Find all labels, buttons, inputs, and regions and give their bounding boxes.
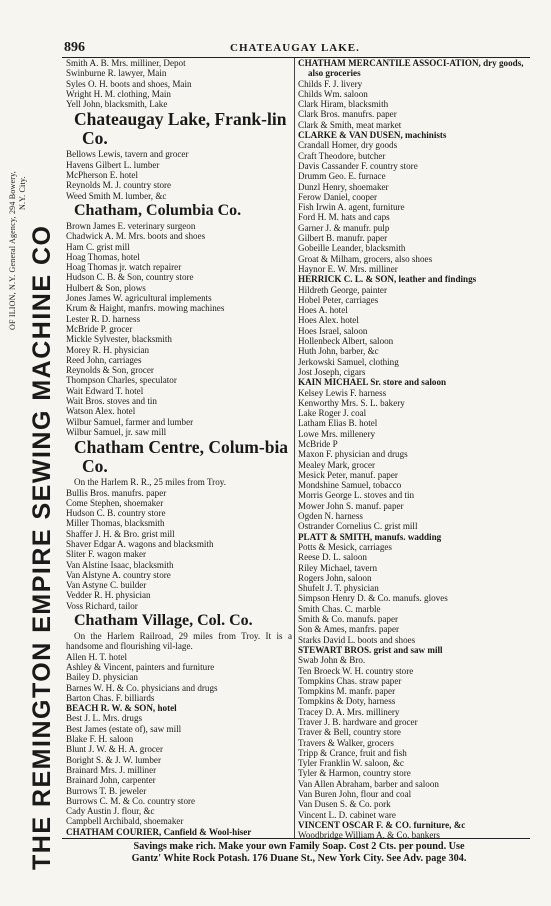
directory-entry: McBride P	[298, 438, 338, 449]
side-ad-address	[8, 171, 28, 330]
directory-entry: Campbell Archibald, shoemaker	[66, 816, 184, 827]
directory-entry: Mesick Peter, manuf. paper	[298, 469, 398, 480]
directory-entry: Van Alstyne A. country store	[66, 569, 171, 580]
directory-entry: Sliter F. wagon maker	[66, 549, 147, 560]
directory-entry: Hoag Thomas jr. watch repairer	[66, 262, 182, 273]
directory-entry: Shaver Edgar A. wagons and blacksmith	[66, 538, 214, 549]
directory-entry: Ostrander Cornelius C. grist mill	[298, 521, 418, 532]
directory-entry-featured: KAIN MICHAEL Sr. store and saloon	[298, 377, 447, 388]
running-head: CHATEAUGAY LAKE.	[230, 42, 360, 54]
directory-entry: Tyler Franklin W. saloon, &c	[298, 758, 404, 769]
directory-entry: Bailey D. physician	[66, 672, 138, 683]
directory-entry: Riley Michael, tavern	[298, 562, 378, 573]
directory-entry: Jones James W. agricultural implements	[66, 293, 212, 304]
directory-entry: Miller Thomas, blacksmith	[66, 518, 165, 529]
directory-entry: Ford H. M. hats and caps	[298, 212, 390, 223]
directory-entry: Hoag Thomas, hotel	[66, 251, 140, 262]
directory-entry: Woodbridge William A. & Co. bankers	[298, 830, 440, 841]
directory-entry: Smith & Co. manufs. paper	[298, 614, 399, 625]
directory-entry: Lester R. D. harness	[66, 313, 140, 324]
directory-entry: Hildreth George, painter	[298, 284, 387, 295]
directory-entry: Bullis Bros. manufrs. paper	[66, 487, 167, 498]
directory-entry-featured: CHATHAM MERCANTILE ASSOCI-ATION, dry goods, also groceries	[298, 58, 524, 79]
page-number: 896	[64, 40, 85, 55]
directory-entry: Reed John, carriages	[66, 354, 142, 365]
directory-entry: Reynolds & Son, grocer	[66, 365, 154, 376]
directory-entry: Wilbur Samuel, jr. saw mill	[66, 426, 167, 437]
directory-entry: Reese D. L. saloon	[298, 552, 367, 563]
directory-entry: Morey R. H. physician	[66, 344, 150, 355]
right-column	[298, 58, 530, 841]
directory-entry: Bellows Lewis, tavern and grocer	[66, 149, 189, 160]
directory-entry: Jost Joseph, cigars	[298, 366, 366, 377]
directory-entry-featured: VINCENT OSCAR F. & CO. furniture, &c	[298, 819, 466, 830]
footer-line-2: Gantz' White Rock Potash. 176 Duane St., New York City. See Adv. page 304.	[131, 853, 467, 864]
directory-entry: Simpson Henry D. & Co. manufs. gloves	[298, 593, 448, 604]
directory-entry: Morris George L. stoves and tin	[298, 490, 415, 501]
directory-entry-featured: CLARKE & VAN DUSEN, machinists	[298, 130, 447, 141]
directory-entry: Gobeille Leander, blacksmith	[298, 243, 406, 254]
directory-entry: Tyler & Harmon, country store	[298, 768, 411, 779]
directory-entry: Maxon F. physician and drugs	[298, 449, 408, 460]
directory-entry-featured: BEACH R. W. & SON, hotel	[66, 703, 177, 714]
directory-entry: Burrows T. B. jeweler	[66, 785, 147, 796]
directory-entry: Smith Chas. C. marble	[298, 603, 381, 614]
side-advertisement	[8, 0, 68, 870]
side-ad-address-line2: N.Y. City.	[18, 176, 27, 210]
directory-entry: Clark Hiram, blacksmith	[298, 99, 389, 110]
directory-entry: McBride P. grocer	[66, 323, 133, 334]
section-heading: Chatham Centre, Colum-bia Co.	[74, 437, 289, 477]
directory-entry: Brown James E. veterinary surgeon	[66, 220, 196, 231]
side-ad-company-name: THE REMINGTON EMPIRE SEWING MACHINE CO	[28, 224, 56, 870]
directory-entry: Mondshine Samuel, tobacco	[298, 480, 402, 491]
directory-entry: Tompkins Chas. straw paper	[298, 675, 402, 686]
directory-entry: Kelsey Lewis F. harness	[298, 387, 387, 398]
directory-entry: Davis Cassander F. country store	[298, 160, 418, 171]
directory-entry: Clark Bros. manufrs. paper	[298, 109, 397, 120]
directory-entry: Travers & Walker, grocers	[298, 737, 394, 748]
directory-entry: Hoes A. hotel	[298, 305, 348, 316]
directory-entry: Reynolds M. J. country store	[66, 180, 172, 191]
directory-entry: Best J. L. Mrs. drugs	[66, 713, 143, 724]
directory-entry: Van Dusen S. & Co. pork	[298, 799, 391, 810]
directory-entry: Latham Elias B. hotel	[298, 418, 378, 429]
directory-entry-featured: PLATT & SMITH, manufs. wadding	[298, 531, 442, 542]
directory-entry: Shaffer J. H. & Bro. grist mill	[66, 528, 175, 539]
directory-entry: Swab John & Bro.	[298, 655, 366, 666]
column-divider	[294, 58, 295, 838]
directory-entry: Brainard John, carpenter	[66, 775, 156, 786]
directory-entry: Come Stephen, shoemaker	[66, 497, 164, 508]
directory-entry: Shufelt J. T. physician	[298, 583, 379, 594]
directory-entry: Tompkins M. manfr. paper	[298, 686, 396, 697]
directory-entry: Drumm Geo. E. furnace	[298, 171, 386, 182]
directory-entry: Traver J. B. hardware and grocer	[298, 717, 418, 727]
directory-entry-featured: HERRICK C. L. & SON, leather and findings	[298, 274, 477, 285]
side-ad-address-line1: OF ILION, N.Y. General Agency, 294 Bowery,	[8, 171, 17, 330]
directory-entry: Thompson Charles, speculator	[66, 375, 177, 386]
directory-entry: Wait Bros. stoves and tin	[66, 396, 157, 407]
directory-entry: Rogers John, saloon	[298, 572, 372, 583]
directory-entry: Haynor E. W. Mrs. milliner	[298, 263, 398, 274]
directory-entry: Smith A. B. Mrs. milliner, Depot	[66, 58, 186, 68]
directory-entry: Ten Broeck W. H. country store	[298, 665, 414, 676]
directory-entry: Clark & Smith, meat market	[298, 119, 402, 130]
directory-entry: Tompkins & Doty, harness	[298, 696, 396, 707]
directory-entry: Havens Gilbert L. lumber	[66, 159, 160, 170]
directory-entry: Van Alstine Isaac, blacksmith	[66, 559, 174, 570]
footer-line-1: Savings make rich. Make your own Family Soap. Cost 2 Cts. per pound. Use	[133, 841, 465, 852]
directory-entry: Weed Smith M. lumber, &c	[66, 190, 167, 201]
directory-entry: Krum & Haight, manfrs. mowing machines	[66, 303, 225, 314]
bottom-rule	[62, 838, 530, 839]
directory-entry: Vincent L. D. cabinet ware	[298, 809, 396, 820]
section-heading: Chateaugay Lake, Frank-lin Co.	[74, 109, 287, 149]
directory-entry: Van Allen Abraham, barber and saloon	[298, 778, 439, 789]
footer-advertisement	[66, 841, 532, 865]
directory-entry: Yell John, blacksmith, Lake	[66, 99, 168, 110]
directory-entry: Vedder R. H. physician	[66, 590, 151, 601]
directory-entry: Voss Richard, tailor	[66, 600, 138, 611]
directory-entry: Ogden N. harness	[298, 511, 363, 522]
directory-entry-featured: STEWART BROS. grist and saw mill	[298, 644, 443, 655]
directory-entry: Chadwick A. M. Mrs. boots and shoes	[66, 231, 206, 242]
directory-entry: Boright S. & J. W. lumber	[66, 754, 161, 765]
directory-entry: Blunt J. W. & H. A. grocer	[66, 744, 163, 755]
directory-entry: Burrows C. M. & Co. country store	[66, 795, 196, 806]
directory-entry: Hulbert & Son, plows	[66, 282, 146, 293]
directory-entry: Best James (estate of), saw mill	[66, 723, 182, 734]
directory-entry: Hudson C. B. country store	[66, 508, 166, 519]
directory-entry: Syles O. H. boots and shoes, Main	[66, 78, 192, 89]
directory-entry: Traver & Bell, country store	[298, 727, 401, 738]
directory-entry: Watson Alex. hotel	[66, 406, 136, 417]
directory-entry: Brainard Mrs. J. milliner	[66, 764, 157, 775]
directory-entry: Van Astyne C. builder	[66, 580, 147, 591]
directory-entry: Garner J. & manufr. pulp	[298, 222, 390, 233]
directory-entry: Potts & Mesick, carriages	[298, 541, 392, 552]
directory-entry: Blake F. H. saloon	[66, 734, 134, 745]
section-heading: Chatham, Columbia Co.	[74, 201, 242, 219]
directory-entry: Hobel Peter, carriages	[298, 294, 379, 305]
directory-entry: Childs F. J. livery	[298, 78, 363, 89]
directory-entry: Fish Irwin A. agent, furniture	[298, 202, 405, 213]
directory-entry: Craft Theodore, butcher	[298, 150, 386, 161]
directory-entry: Barton Chas. F. billiards	[66, 692, 155, 703]
directory-entry: Ham C. grist mill	[66, 241, 130, 252]
directory-entry: Mickle Sylvester, blacksmith	[66, 334, 172, 345]
directory-entry-featured: CHATHAM COURIER, Canfield & Wool-hiser	[66, 826, 252, 837]
directory-entry: Lowe Mrs. millenery	[298, 428, 376, 439]
directory-entry: Son & Ames, manfrs. paper	[298, 624, 400, 635]
directory-entry: Mealey Mark, grocer	[298, 459, 376, 470]
directory-entry: Swinburne R. lawyer, Main	[66, 68, 167, 79]
directory-entry: Ferow Daniel, cooper	[298, 191, 378, 202]
directory-entry: Mower John S. manuf. paper	[298, 500, 404, 511]
directory-entry: Groat & Milham, grocers, also shoes	[298, 253, 433, 264]
directory-entry: Dunzl Henry, shoemaker	[298, 181, 389, 192]
directory-entry: Hollenbeck Albert, saloon	[298, 336, 394, 347]
section-heading: Chatham Village, Col. Co.	[74, 612, 253, 630]
directory-entry: Tripp & Crance, fruit and fish	[298, 747, 407, 758]
directory-entry: Kenworthy Mrs. S. L. bakery	[298, 397, 405, 408]
directory-entry: Starks David L. boots and shoes	[298, 634, 416, 645]
directory-entry: Ashley & Vincent, painters and furniture	[66, 661, 215, 672]
section-description: On the Harlem Railroad, 29 miles from Troy. It is a handsome and flourishing vil-lage.	[66, 631, 292, 652]
directory-entry: Childs Wm. saloon	[298, 88, 368, 99]
directory-entry: Hoes Israel, saloon	[298, 325, 368, 336]
directory-entry: Crandall Homer, dry goods	[298, 140, 398, 151]
directory-entry: Jerkowski Samuel, clothing	[298, 356, 399, 367]
directory-entry: Cady Austin J. flour, &c	[66, 806, 155, 817]
directory-entry: Hoes Alex. hotel	[298, 315, 359, 326]
directory-entry: Barnes W. H. & Co. physicians and drugs	[66, 682, 218, 693]
directory-entry: Allen H. T. hotel	[66, 651, 128, 662]
directory-entry: Hudson C. B. & Son, country store	[66, 272, 194, 283]
left-column	[66, 58, 292, 837]
section-description: On the Harlem R. R., 25 miles from Troy.	[74, 477, 226, 488]
directory-entry: Wilbur Samuel, farmer and lumber	[66, 416, 194, 427]
directory-entry: Gilbert B. manufr. paper	[298, 233, 388, 244]
directory-entry: Van Buren John, flour and coal	[298, 789, 412, 800]
directory-entry: Huth John, barber, &c	[298, 346, 379, 357]
directory-entry: Wait Edward T. hotel	[66, 385, 144, 396]
directory-entry: McPherson E. hotel	[66, 170, 138, 181]
directory-entry: Lake Roger J. coal	[298, 408, 367, 419]
directory-entry: Tracey D. A. Mrs. millinery	[298, 706, 400, 717]
directory-entry: Wright H. M. clothing, Main	[66, 88, 171, 99]
